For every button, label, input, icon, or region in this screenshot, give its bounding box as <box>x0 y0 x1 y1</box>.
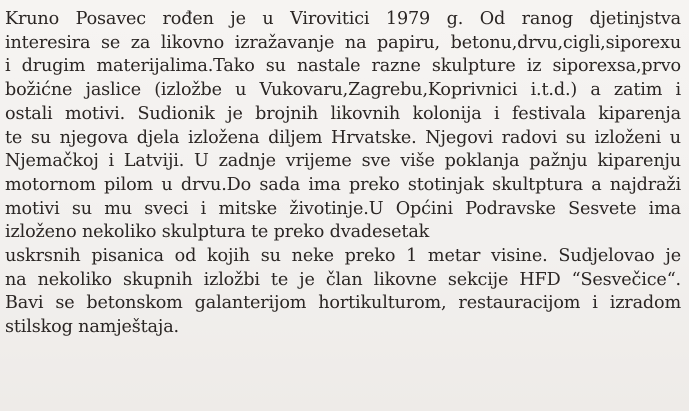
text-line: Njemačkoj i Latviji. U zadnje vrijeme sve više poklanja pažnju kiparenju <box>5 151 681 172</box>
text-line: ostali motivi. Sudionik je brojnih likovnih kolonija i festivala kiparenja <box>5 103 681 124</box>
text-line: te su njegova djela izložena diljem Hrvatske. Njegovi radovi su izloženi u <box>5 127 681 148</box>
text-line: božićne jaslice (izložbe u Vukovaru,Zagrebu,Koprivnici i.t.d.) a zatim i <box>5 80 681 101</box>
text-line: izloženo nekoliko skulptura te preko dvadesetak <box>5 222 430 243</box>
text-line: uskrsnih pisanica od kojih su neke preko 1 metar visine. Sudjelovao je <box>5 246 681 267</box>
text-line: i drugim materijalima.Tako su nastale razne skulpture iz siporexsa,prvo <box>5 56 681 77</box>
text-line: interesira se za likovno izražavanje na papiru, betonu,drvu,cigli,siporexu <box>5 32 681 53</box>
text-line: na nekoliko skupnih izložbi te je član likovne sekcije HFD “Sesvečice“. <box>5 269 681 290</box>
text-line: motornom pilom u drvu.Do sada ima preko stotinjak skultptura a najdraži <box>5 174 681 195</box>
text-line: stilskog namještaja. <box>5 317 179 338</box>
text-line: motivi su mu sveci i mitske životinje.U Općini Podravske Sesvete ima <box>5 198 681 219</box>
text-line: Kruno Posavec rođen je u Virovitici 1979 g. Od ranog djetinjstva <box>5 9 681 29</box>
text-line: Bavi se betonskom galanterijom hortikulturom, restauracijom i izradom <box>5 293 681 314</box>
biography-text <box>5 8 687 340</box>
